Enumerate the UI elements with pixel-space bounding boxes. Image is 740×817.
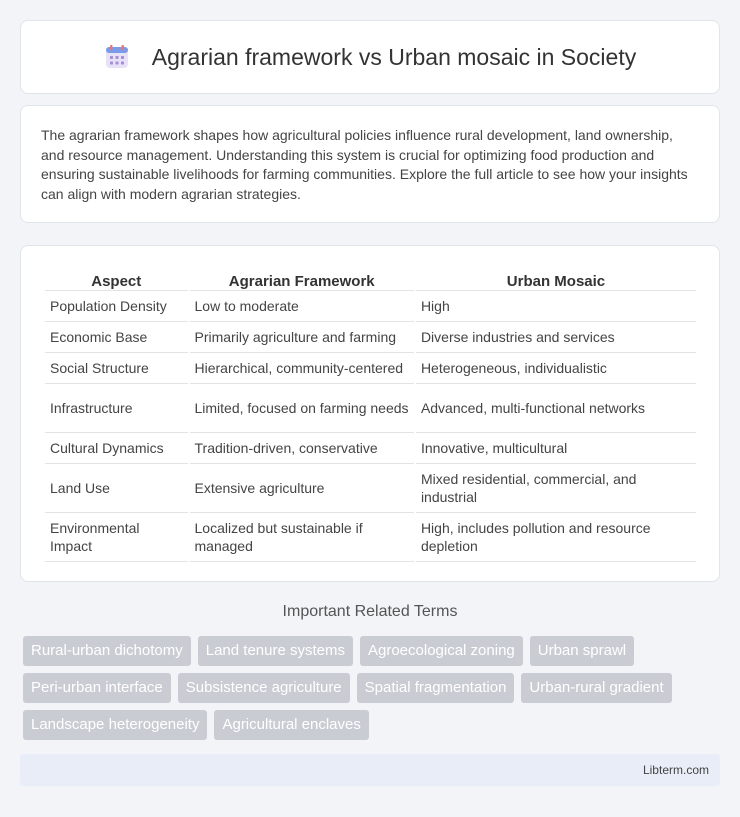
related-term-tag[interactable]: Rural-urban dichotomy: [23, 636, 191, 666]
table-row: [45, 384, 696, 433]
related-term-tag[interactable]: Landscape heterogeneity: [23, 710, 207, 740]
column-header: Urban Mosaic: [416, 266, 696, 291]
intro-text: The agrarian framework shapes how agricultural policies influence rural development, land ownership, and resource management. Understanding this system is crucial for optimizing food production and ensuring sustainable livelihoods for farming communities. Explore the full article to see how your insights can align with modern agrarian strategies.: [41, 127, 688, 202]
table-cell: Diverse industries and services: [416, 322, 696, 353]
table-cell: Infrastructure: [45, 384, 188, 433]
table-row: [45, 291, 696, 322]
table-row: [45, 464, 696, 513]
related-term-tag[interactable]: Urban-rural gradient: [521, 673, 671, 703]
column-header: Agrarian Framework: [190, 266, 414, 291]
related-terms-list: [23, 636, 723, 747]
table-cell: Heterogeneous, individualistic: [416, 353, 696, 384]
table-cell: Social Structure: [45, 353, 188, 384]
related-term-tag[interactable]: Subsistence agriculture: [178, 673, 350, 703]
table-cell: High, includes pollution and resource depletion: [416, 513, 696, 562]
related-term-tag[interactable]: Land tenure systems: [198, 636, 353, 666]
related-term-tag[interactable]: Spatial fragmentation: [357, 673, 515, 703]
column-header: Aspect: [45, 266, 188, 291]
table-cell: Cultural Dynamics: [45, 433, 188, 464]
comparison-table-card: [20, 245, 720, 582]
table-cell: Hierarchical, community-centered: [190, 353, 414, 384]
table-cell: Extensive agriculture: [190, 464, 414, 513]
table-row: [45, 322, 696, 353]
related-term-tag[interactable]: Agricultural enclaves: [214, 710, 368, 740]
table-cell: Primarily agriculture and farming: [190, 322, 414, 353]
table-cell: Tradition-driven, conservative: [190, 433, 414, 464]
table-cell: Environmental Impact: [45, 513, 188, 562]
table-cell: Limited, focused on farming needs: [190, 384, 414, 433]
footer-site-link[interactable]: Libterm.com: [642, 763, 709, 777]
page-title: Agrarian framework vs Urban mosaic in Society: [151, 43, 637, 70]
table-row: [45, 513, 696, 562]
table-cell: Economic Base: [45, 322, 188, 353]
related-term-tag[interactable]: Peri-urban interface: [23, 673, 171, 703]
footer: [20, 754, 720, 786]
related-terms-title: Important Related Terms: [282, 603, 458, 620]
table-cell: Land Use: [45, 464, 188, 513]
table-cell: High: [416, 291, 696, 322]
table-row: [45, 353, 696, 384]
table-header-row: [45, 266, 696, 291]
table-cell: Mixed residential, commercial, and industrial: [416, 464, 696, 513]
related-term-tag[interactable]: Agroecological zoning: [360, 636, 523, 666]
table-cell: Low to moderate: [190, 291, 414, 322]
table-cell: Population Density: [45, 291, 188, 322]
page-header: [20, 20, 720, 94]
table-cell: Advanced, multi-functional networks: [416, 384, 696, 433]
calendar-grid-icon: [104, 44, 130, 70]
intro-section: [20, 105, 720, 223]
table-cell: Innovative, multicultural: [416, 433, 696, 464]
table-cell: Localized but sustainable if managed: [190, 513, 414, 562]
comparison-table: [43, 266, 698, 562]
table-row: [45, 433, 696, 464]
related-term-tag[interactable]: Urban sprawl: [530, 636, 634, 666]
